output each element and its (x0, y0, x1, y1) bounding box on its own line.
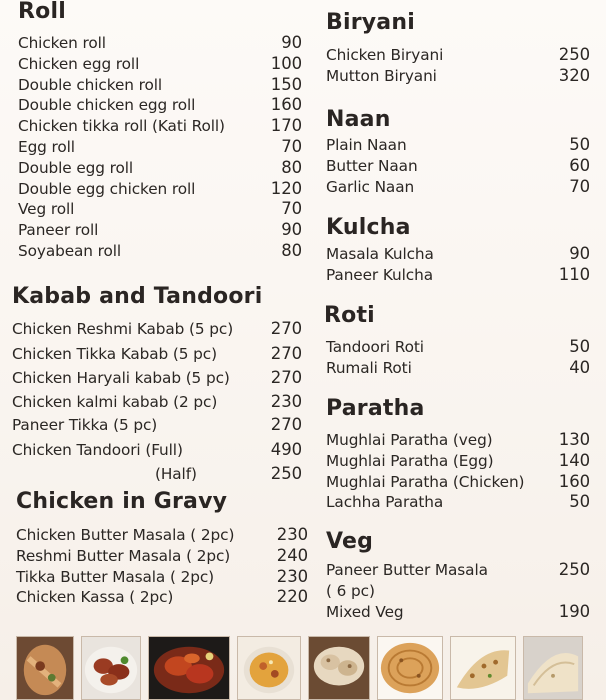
menu-item (12, 391, 302, 414)
chicken-kabab-photo (81, 636, 141, 700)
section-roti (324, 302, 590, 379)
item-name: Chicken Biryani (326, 46, 444, 64)
item-price: 320 (558, 65, 590, 85)
item-name: Tandoori Roti (326, 338, 424, 356)
menu-item (326, 472, 590, 493)
menu-item (12, 413, 302, 438)
item-name: Tikka Butter Masala ( 2pc) (16, 567, 215, 586)
item-name: Mughlai Paratha (veg) (326, 431, 493, 449)
menu-item (18, 33, 302, 54)
item-name: Veg roll (18, 200, 75, 219)
item-name: Chicken egg roll (18, 54, 140, 73)
item-name: Reshmi Butter Masala ( 2pc) (16, 546, 231, 565)
item-price: 70 (281, 136, 302, 156)
tandoori-chicken-photo (148, 636, 230, 700)
item-price: 160 (270, 95, 302, 115)
item-price: 50 (569, 135, 590, 154)
section-naan (326, 106, 590, 197)
menu-item (12, 438, 302, 462)
naan-basket-photo (308, 636, 370, 700)
menu-item (12, 462, 302, 486)
item-name: Mixed Veg (326, 602, 404, 621)
menu-item (18, 241, 302, 262)
item-name: Chicken Haryali kabab (5 pc) (12, 369, 230, 387)
item-name: Rumali Roti (326, 358, 412, 377)
item-name: Mughlai Paratha (Egg) (326, 451, 494, 470)
item-name: Chicken kalmi kabab (2 pc) (12, 392, 218, 411)
section-title: Kabab and Tandoori (12, 284, 263, 309)
item-name: Butter Naan (326, 156, 418, 175)
section-kabab-tandoori (12, 283, 302, 486)
item-price: 70 (569, 176, 590, 196)
menu-item (326, 560, 590, 581)
section-paratha (326, 395, 590, 513)
item-price: 190 (558, 601, 590, 621)
menu-item (326, 602, 590, 623)
menu-item (18, 137, 302, 158)
menu-item (12, 342, 302, 367)
item-price: 90 (281, 220, 302, 240)
menu-item (326, 45, 590, 66)
item-name: Double chicken egg roll (18, 96, 196, 115)
item-name: Garlic Naan (326, 177, 415, 196)
item-price: 250 (270, 463, 302, 483)
section-title: Veg (326, 529, 374, 554)
menu-item (12, 317, 302, 342)
item-price: 130 (558, 430, 590, 449)
item-name: ( 6 pc) (326, 581, 375, 600)
item-name: Double egg chicken roll (18, 179, 196, 198)
menu-item (326, 66, 590, 87)
item-price: 50 (569, 337, 590, 356)
menu-item (326, 244, 590, 265)
item-price: 60 (569, 155, 590, 175)
item-name: Paneer Kulcha (326, 265, 433, 284)
menu-item (18, 158, 302, 179)
item-name: Chicken Butter Masala ( 2pc) (16, 526, 235, 544)
item-price: 270 (270, 343, 302, 363)
menu-item (16, 525, 308, 546)
section-title: Roti (324, 303, 375, 328)
menu-item (18, 54, 302, 75)
item-name: Lachha Paratha (326, 493, 444, 512)
section-title: Kulcha (326, 215, 411, 240)
item-price: 70 (281, 199, 302, 219)
menu-item (16, 546, 308, 567)
menu-item (326, 451, 590, 472)
item-price: 230 (270, 391, 302, 411)
item-name: Chicken roll (18, 34, 106, 52)
section-kulcha (326, 214, 590, 286)
item-price: 140 (558, 450, 590, 470)
item-name: Chicken Kassa ( 2pc) (16, 588, 174, 607)
item-name: Paneer Tikka (5 pc) (12, 416, 158, 434)
item-name: Paneer Butter Masala (326, 561, 488, 579)
section-roll (18, 0, 302, 262)
item-name: Mutton Biryani (326, 66, 437, 85)
item-name: Paneer roll (18, 221, 99, 240)
item-name: Double chicken roll (18, 75, 163, 94)
menu-item (326, 581, 590, 602)
section-title: Roll (18, 0, 66, 24)
item-name: Soyabean roll (18, 241, 122, 260)
item-name: Masala Kulcha (326, 245, 434, 263)
wrap-roll-photo (16, 636, 74, 700)
item-price: 230 (276, 566, 308, 586)
menu-item (326, 265, 590, 286)
item-name: Mughlai Paratha (Chicken) (326, 472, 525, 491)
section-title: Biryani (326, 10, 415, 35)
item-price: 40 (569, 357, 590, 377)
menu-item (326, 358, 590, 379)
section-biryani (326, 9, 590, 87)
section-title: Paratha (326, 396, 425, 421)
item-price: 100 (270, 53, 302, 73)
item-price: 90 (569, 244, 590, 263)
item-name: Double egg roll (18, 158, 134, 177)
item-price: 250 (558, 45, 590, 64)
item-price: 120 (270, 178, 302, 198)
menu-item (18, 75, 302, 96)
menu-item (12, 366, 302, 391)
item-price: 250 (558, 560, 590, 579)
item-price: 80 (281, 157, 302, 177)
menu-item (16, 567, 308, 588)
item-name: Chicken Tandoori (Full) (12, 440, 183, 459)
item-price: 90 (281, 33, 302, 52)
biryani-photo (237, 636, 301, 700)
menu-item (18, 220, 302, 241)
menu-item (18, 199, 302, 220)
item-price: 270 (270, 415, 302, 434)
menu-item (326, 177, 590, 198)
item-price: 270 (270, 368, 302, 387)
section-title: Naan (326, 107, 391, 132)
item-price: 220 (276, 587, 308, 607)
item-price: 230 (276, 525, 308, 544)
item-name: Chicken tikka roll (Kati Roll) (18, 117, 225, 136)
menu-item (18, 116, 302, 137)
menu-item (326, 337, 590, 358)
item-price: 150 (270, 74, 302, 94)
menu-item (326, 135, 590, 156)
rumali-roti-photo (523, 636, 583, 700)
item-name: Chicken Reshmi Kabab (5 pc) (12, 320, 234, 338)
menu-item (326, 156, 590, 177)
food-photo-strip (16, 636, 602, 700)
menu-item (18, 95, 302, 116)
item-price: 80 (281, 240, 302, 260)
item-name: (Half) (155, 464, 197, 483)
menu-item (326, 492, 590, 513)
item-price: 270 (270, 319, 302, 338)
item-price: 50 (569, 492, 590, 512)
paratha-photo (377, 636, 443, 700)
item-name: Plain Naan (326, 136, 407, 154)
item-price: 160 (558, 471, 590, 491)
item-price: 490 (270, 439, 302, 459)
menu-item (326, 430, 590, 451)
item-price: 110 (558, 264, 590, 284)
section-chicken-gravy (16, 488, 308, 608)
section-title: Chicken in Gravy (16, 489, 228, 514)
menu-item (16, 587, 308, 608)
item-name: Chicken Tikka Kabab (5 pc) (12, 344, 217, 363)
garlic-naan-photo (450, 636, 516, 700)
section-veg (326, 528, 590, 622)
item-price: 170 (270, 116, 302, 136)
menu-item (18, 179, 302, 200)
item-price: 240 (276, 545, 308, 565)
item-name: Egg roll (18, 137, 75, 156)
